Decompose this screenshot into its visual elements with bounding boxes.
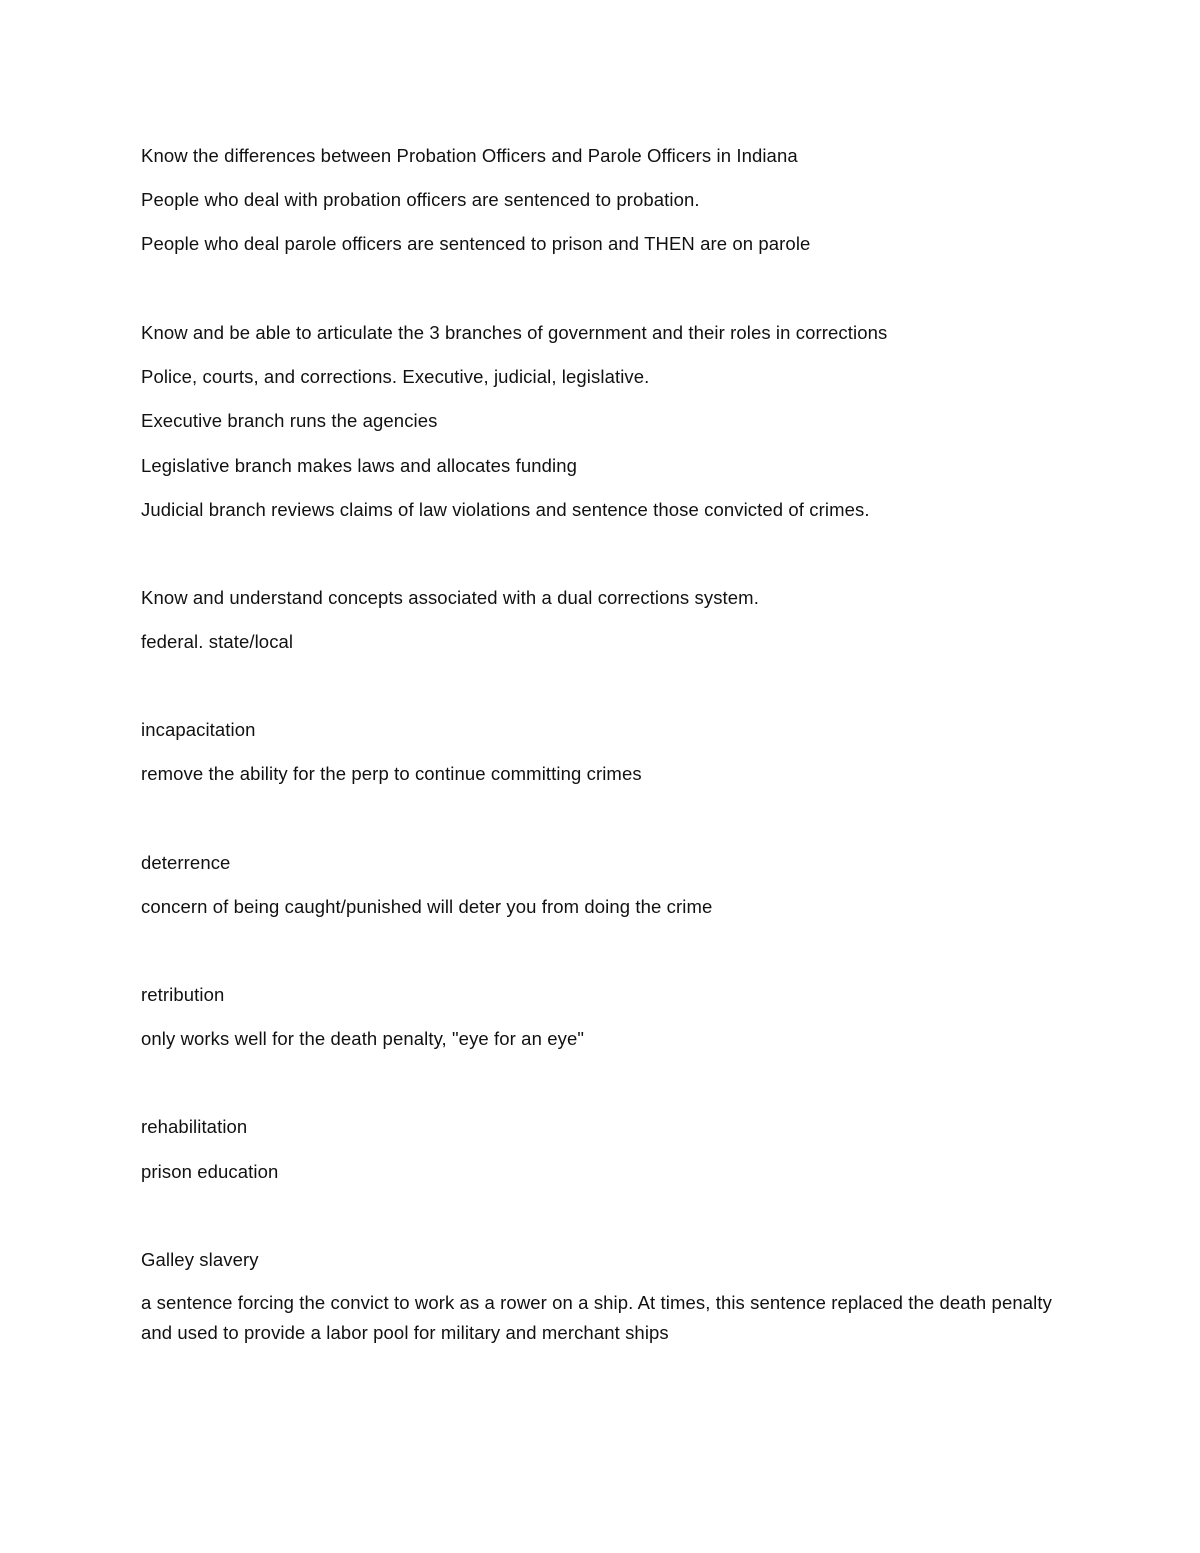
term-incapacitation: incapacitation [141,719,256,740]
term-retribution: retribution [141,984,225,1005]
definition-line: concern of being caught/punished will deter you from doing the crime [141,896,713,917]
definition-line: remove the ability for the perp to continue committing crimes [141,763,642,784]
heading-branches: Know and be able to articulate the 3 branches of government and their roles in corrections [141,322,888,343]
definition-line: only works well for the death penalty, "eye for an eye" [141,1028,584,1049]
heading-probation-parole: Know the differences between Probation Officers and Parole Officers in Indiana [141,145,798,166]
term-galley-slavery: Galley slavery [141,1249,259,1270]
text-line: Police, courts, and corrections. Executive, judicial, legislative. [141,366,650,387]
term-deterrence: deterrence [141,852,231,873]
text-line: Legislative branch makes laws and allocates funding [141,455,577,476]
text-line: Judicial branch reviews claims of law violations and sentence those convicted of crimes. [141,499,870,520]
definition-paragraph: a sentence forcing the convict to work as a rower on a ship. At times, this sentence replaced the death penalty and used to provide a labor pool for military and merchant ships [141,1292,1052,1343]
text-line: People who deal with probation officers are sentenced to probation. [141,189,700,210]
term-rehabilitation: rehabilitation [141,1116,248,1137]
text-line: People who deal parole officers are sentenced to prison and THEN are on parole [141,233,811,254]
text-line: federal. state/local [141,631,294,652]
heading-dual-system: Know and understand concepts associated with a dual corrections system. [141,587,759,608]
text-line: Executive branch runs the agencies [141,410,438,431]
definition-line: prison education [141,1161,279,1182]
